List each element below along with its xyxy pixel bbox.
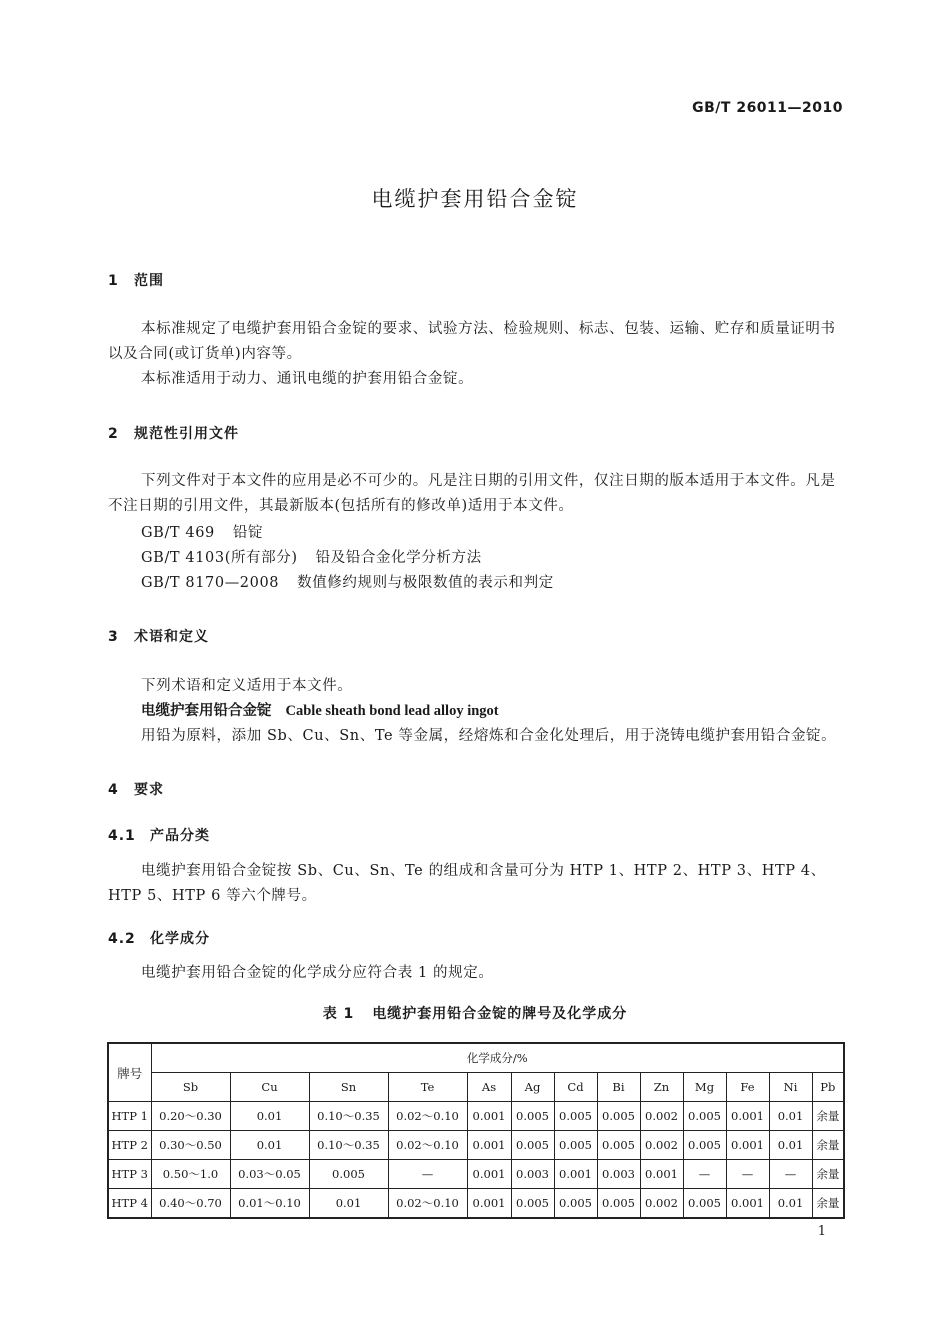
section-2-paragraph-1: 下列文件对于本文件的应用是必不可少的。凡是注日期的引用文件，仅注日期的版本适用于本文件。凡是不注日期的引用文件，其最新版本(包括所有的修改单)适用于本文件。 — [108, 473, 836, 514]
document-title: 电缆护套用铅合金锭 — [371, 187, 579, 211]
column-header: Bi — [597, 1073, 640, 1102]
section-4-2-paragraph: 电缆护套用铅合金锭的化学成分应符合表 1 的规定。 — [141, 965, 494, 981]
table-cell: 0.005 — [597, 1189, 640, 1219]
table-cell: 0.20～0.30 — [151, 1102, 230, 1131]
table-cell: HTP 4 — [108, 1189, 151, 1219]
table-caption-title: 电缆护套用铅合金锭的牌号及化学成分 — [372, 1006, 628, 1022]
table-cell: 0.002 — [640, 1189, 683, 1219]
section-4-1-heading — [108, 825, 210, 845]
table-cell: 0.10～0.35 — [309, 1102, 388, 1131]
table-cell: — — [388, 1160, 467, 1189]
table-cell: 0.001 — [726, 1102, 769, 1131]
table-cell: 0.005 — [597, 1131, 640, 1160]
section-2-heading — [108, 423, 239, 443]
section-title: 化学成分 — [150, 931, 210, 947]
table-cell: 0.01 — [309, 1189, 388, 1219]
table-cell: 0.005 — [309, 1160, 388, 1189]
page-number: 1 — [817, 1224, 826, 1239]
table-cell: 0.003 — [597, 1160, 640, 1189]
table-cell: 0.001 — [726, 1131, 769, 1160]
reference-code: GB/T 8170—2008 — [141, 575, 280, 591]
section-title: 规范性引用文件 — [134, 426, 239, 442]
section-4-heading — [108, 779, 164, 799]
section-4-2-heading — [108, 928, 210, 948]
table-cell: 0.001 — [467, 1102, 511, 1131]
table-cell: HTP 1 — [108, 1102, 151, 1131]
table-cell: 余量 — [812, 1189, 844, 1219]
section-1-paragraph-1: 本标准规定了电缆护套用铅合金锭的要求、试验方法、检验规则、标志、包装、运输、贮存和质量证明书以及合同(或订货单)内容等。 — [108, 321, 836, 362]
column-header: Te — [388, 1073, 467, 1102]
column-header: Ag — [511, 1073, 554, 1102]
section-number: 4 — [108, 782, 119, 798]
section-title: 范围 — [134, 273, 164, 289]
table-row — [108, 1131, 844, 1160]
table-cell: 0.01 — [769, 1131, 812, 1160]
column-header: Zn — [640, 1073, 683, 1102]
reference-title: 铅及铅合金化学分析方法 — [315, 550, 482, 566]
term-chinese: 电缆护套用铅合金锭 — [141, 702, 272, 719]
table-cell: 0.30～0.50 — [151, 1131, 230, 1160]
column-header: Mg — [683, 1073, 726, 1102]
term-english: Cable sheath bond lead alloy ingot — [285, 703, 499, 719]
section-number: 3 — [108, 629, 119, 645]
section-4-1-paragraph: 电缆护套用铅合金锭按 Sb、Cu、Sn、Te 的组成和含量可分为 HTP 1、HTP 2、HTP 3、HTP 4、HTP 5、HTP 6 等六个牌号。 — [108, 863, 826, 904]
table-cell: 0.03～0.05 — [230, 1160, 309, 1189]
table-header-row — [108, 1043, 844, 1073]
reference-item — [141, 546, 482, 567]
table-cell: 0.01 — [769, 1189, 812, 1219]
table-cell: 0.50～1.0 — [151, 1160, 230, 1189]
column-header: Sn — [309, 1073, 388, 1102]
table-cell: 余量 — [812, 1102, 844, 1131]
reference-code: GB/T 4103(所有部分) — [141, 550, 298, 566]
section-title: 要求 — [134, 782, 164, 798]
column-header: Cu — [230, 1073, 309, 1102]
table-row — [108, 1102, 844, 1131]
standard-number: GB/T 26011—2010 — [692, 100, 843, 116]
section-title: 产品分类 — [150, 828, 210, 844]
table-cell: 0.005 — [554, 1189, 597, 1219]
section-1-heading — [108, 270, 164, 290]
section-1-paragraph-2: 本标准适用于动力、通讯电缆的护套用铅合金锭。 — [141, 371, 474, 387]
table-cell: 0.005 — [511, 1131, 554, 1160]
section-3-heading — [108, 626, 209, 646]
table-cell: 0.005 — [683, 1189, 726, 1219]
table-cell: 0.001 — [467, 1160, 511, 1189]
column-header: As — [467, 1073, 511, 1102]
section-number: 4.2 — [108, 931, 136, 947]
table-cell: 0.005 — [511, 1189, 554, 1219]
table-cell: 0.005 — [597, 1102, 640, 1131]
table-cell: — — [683, 1160, 726, 1189]
table-cell: 0.001 — [554, 1160, 597, 1189]
element-header-row — [108, 1073, 844, 1102]
table-cell: 0.001 — [640, 1160, 683, 1189]
table-cell: 0.005 — [683, 1131, 726, 1160]
section-number: 4.1 — [108, 828, 136, 844]
table-caption — [0, 1003, 950, 1023]
grade-header: 牌号 — [108, 1043, 151, 1102]
table-cell: — — [769, 1160, 812, 1189]
table-cell: 0.001 — [467, 1131, 511, 1160]
table-cell: 0.02～0.10 — [388, 1102, 467, 1131]
reference-item — [141, 571, 554, 592]
table-cell: 0.005 — [511, 1102, 554, 1131]
section-3-paragraph-1: 下列术语和定义适用于本文件。 — [141, 678, 353, 694]
table-caption-number: 表 1 — [322, 1006, 355, 1022]
term-entry — [141, 699, 499, 720]
column-header: Fe — [726, 1073, 769, 1102]
table-cell: 余量 — [812, 1131, 844, 1160]
reference-code: GB/T 469 — [141, 525, 215, 541]
table-cell: 0.01 — [230, 1102, 309, 1131]
section-number: 2 — [108, 426, 119, 442]
table-cell: 0.01～0.10 — [230, 1189, 309, 1219]
column-header: Cd — [554, 1073, 597, 1102]
table-cell: 0.005 — [554, 1131, 597, 1160]
table-cell: HTP 3 — [108, 1160, 151, 1189]
term-definition: 用铅为原料，添加 Sb、Cu、Sn、Te 等金属，经熔炼和合金化处理后，用于浇铸电缆护套用铅合金锭。 — [141, 728, 837, 744]
table-cell: HTP 2 — [108, 1131, 151, 1160]
table-row — [108, 1189, 844, 1219]
reference-title: 数值修约规则与极限数值的表示和判定 — [297, 575, 554, 591]
table-cell: 0.005 — [683, 1102, 726, 1131]
table-cell: 0.01 — [769, 1102, 812, 1131]
table-cell: 0.02～0.10 — [388, 1189, 467, 1219]
table-cell: 0.40～0.70 — [151, 1189, 230, 1219]
table-row — [108, 1160, 844, 1189]
column-header: Pb — [812, 1073, 844, 1102]
column-header: Sb — [151, 1073, 230, 1102]
table-cell: 0.005 — [554, 1102, 597, 1131]
section-number: 1 — [108, 273, 119, 289]
table-cell: 0.002 — [640, 1131, 683, 1160]
table-cell: 0.01 — [230, 1131, 309, 1160]
table-cell: 0.001 — [467, 1189, 511, 1219]
column-header: Ni — [769, 1073, 812, 1102]
table-cell: 0.003 — [511, 1160, 554, 1189]
table-cell: 0.002 — [640, 1102, 683, 1131]
reference-item — [141, 521, 263, 542]
section-title: 术语和定义 — [134, 629, 209, 645]
reference-title: 铅锭 — [232, 525, 264, 541]
table-cell: 0.02～0.10 — [388, 1131, 467, 1160]
composition-group-header: 化学成分/% — [151, 1043, 844, 1073]
table-cell: — — [726, 1160, 769, 1189]
chemical-composition-table — [107, 1042, 845, 1219]
table-cell: 0.001 — [726, 1189, 769, 1219]
table-cell: 0.10～0.35 — [309, 1131, 388, 1160]
table-cell: 余量 — [812, 1160, 844, 1189]
